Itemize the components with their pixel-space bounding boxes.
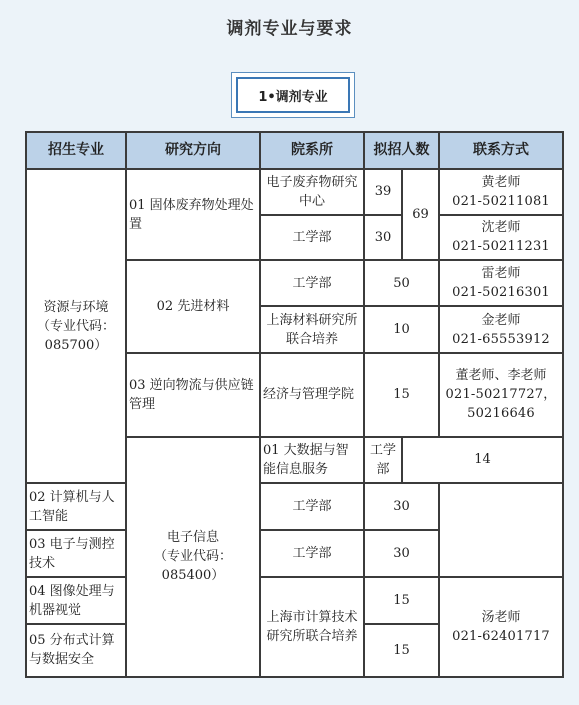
contact-phone: 021-50211081 <box>452 193 550 209</box>
header-direction: 研究方向 <box>126 132 260 169</box>
enrollment-total-cell: 69 <box>402 169 439 261</box>
enrollment-cell: 30 <box>364 483 439 530</box>
contact-name: 汤老师 <box>481 610 521 626</box>
direction-cell: 02 先进材料 <box>126 260 260 353</box>
department-cell: 工学部 <box>260 483 364 530</box>
enrollment-cell: 39 <box>364 169 402 215</box>
enrollment-cell: 15 <box>364 353 439 437</box>
contact-cell <box>439 577 563 677</box>
header-department: 院系所 <box>260 132 364 169</box>
table-row <box>26 169 563 215</box>
major-code-label: （专业代码： <box>36 318 115 334</box>
department-cell: 经济与管理学院 <box>260 353 364 437</box>
contact-name: 董老师、李老师 <box>455 368 547 384</box>
section-badge-label: 1•调剂专业 <box>236 77 350 113</box>
department-cell: 上海材料研究所联合培养 <box>260 306 364 353</box>
enrollment-cell: 14 <box>402 437 563 484</box>
contact-cell <box>439 306 563 353</box>
direction-cell: 03 逆向物流与供应链管理 <box>126 353 260 437</box>
direction-cell: 03 电子与测控技术 <box>26 530 126 577</box>
contact-phone: 021-65553912 <box>452 331 550 347</box>
major-code: 085700） <box>44 337 108 353</box>
contact-name: 雷老师 <box>481 266 521 282</box>
enrollment-cell: 15 <box>364 624 439 677</box>
major-code: 085400） <box>161 568 225 584</box>
direction-cell: 04 图像处理与机器视觉 <box>26 577 126 624</box>
contact-name: 沈老师 <box>481 220 521 236</box>
contact-cell <box>439 169 563 215</box>
department-cell: 上海市计算技术研究所联合培养 <box>260 577 364 677</box>
major-cell <box>26 169 126 484</box>
adjustment-table <box>25 131 564 678</box>
major-name: 电子信息 <box>166 530 219 546</box>
contact-cell <box>439 215 563 261</box>
direction-cell: 05 分布式计算与数据安全 <box>26 624 126 677</box>
department-cell: 工学部 <box>260 530 364 577</box>
table-row <box>26 483 563 530</box>
enrollment-cell: 50 <box>364 260 439 306</box>
contact-phone-secondary: 50216646 <box>467 406 535 422</box>
enrollment-cell: 30 <box>364 530 439 577</box>
contact-name: 金老师 <box>481 312 521 328</box>
direction-cell: 01 大数据与智能信息服务 <box>260 437 364 484</box>
contact-phone: 021-50216301 <box>452 285 550 301</box>
contact-phone: 021-62401717 <box>452 629 550 645</box>
contact-phone: 021-50217727， <box>445 387 557 403</box>
page-title: 调剂专业与要求 <box>226 19 353 39</box>
enrollment-cell: 10 <box>364 306 439 353</box>
header-major: 招生专业 <box>26 132 126 169</box>
contact-name: 黄老师 <box>481 174 521 190</box>
enrollment-cell: 15 <box>364 577 439 624</box>
department-cell: 工学部 <box>364 437 402 484</box>
enrollment-cell: 30 <box>364 215 402 261</box>
section-badge <box>231 72 355 118</box>
header-enrollment: 拟招人数 <box>364 132 439 169</box>
direction-cell: 01 固体废弃物处理处置 <box>126 169 260 261</box>
department-cell: 工学部 <box>260 260 364 306</box>
direction-cell: 02 计算机与人工智能 <box>26 483 126 530</box>
department-cell: 工学部 <box>260 215 364 261</box>
table-header-row <box>26 132 563 169</box>
major-cell <box>126 437 260 677</box>
table-row <box>26 577 563 624</box>
contact-cell <box>439 260 563 306</box>
header-contact: 联系方式 <box>439 132 563 169</box>
major-name: 资源与环境 <box>43 299 109 315</box>
department-cell: 电子废弃物研究中心 <box>260 169 364 215</box>
table-row <box>26 530 563 577</box>
major-code-label: （专业代码： <box>153 549 232 565</box>
contact-cell <box>439 353 563 437</box>
contact-phone: 021-50211231 <box>452 239 550 255</box>
